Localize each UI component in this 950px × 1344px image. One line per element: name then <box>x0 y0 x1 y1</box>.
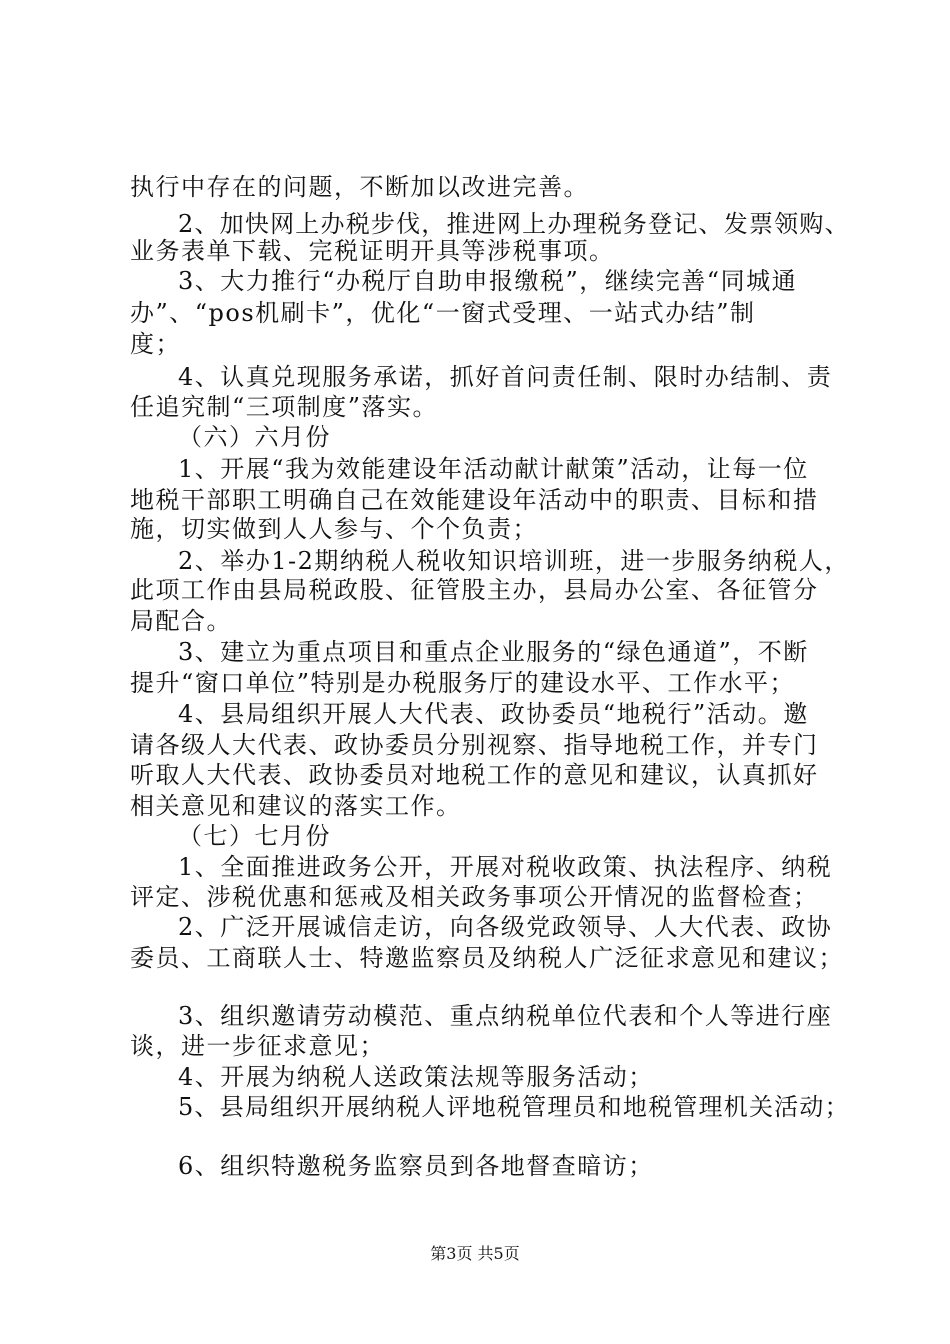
body-line: 施，切实做到人人参与、个个负责； <box>130 515 538 543</box>
body-line: 6、组织特邀税务监察员到各地督查暗访； <box>178 1152 654 1180</box>
body-line: 提升“窗口单位”特别是办税服务厅的建设水平、工作水平； <box>130 669 796 697</box>
body-line: 3、建立为重点项目和重点企业服务的“绿色通道”，不断 <box>178 638 809 666</box>
body-line: 1、开展“我为效能建设年活动献计献策”活动，让每一位 <box>178 455 809 483</box>
body-line: 听取人大代表、政协委员对地税工作的意见和建议，认真抓好 <box>130 761 819 789</box>
body-line: 局配合。 <box>130 607 232 635</box>
body-line: 请各级人大代表、政协委员分别视察、指导地税工作，并专门 <box>130 731 819 759</box>
body-line: 相关意见和建议的落实工作。 <box>130 792 462 820</box>
body-line: 4、认真兑现服务承诺，抓好首问责任制、限时办结制、责 <box>178 363 833 391</box>
body-line: 4、开展为纳税人送政策法规等服务活动； <box>178 1063 654 1091</box>
body-line: 3、大力推行“办税厅自助申报缴税”，继续完善“同城通 <box>178 267 798 295</box>
body-line: 地税干部职工明确自己在效能建设年活动中的职责、目标和措 <box>130 486 819 514</box>
body-line: 谈，进一步征求意见； <box>130 1032 385 1060</box>
body-line: 1、全面推进政务公开，开展对税收政策、执法程序、纳税 <box>178 853 833 881</box>
body-line: 任追究制“三项制度”落实。 <box>130 393 439 421</box>
body-line: 4、县局组织开展人大代表、政协委员“地税行”活动。邀 <box>178 700 809 728</box>
body-line: 2、加快网上办税步伐，推进网上办理税务登记、发票领购、 <box>178 210 850 238</box>
body-line: 度； <box>130 330 181 358</box>
body-line: 3、组织邀请劳动模范、重点纳税单位代表和个人等进行座 <box>178 1002 833 1030</box>
body-line: 评定、涉税优惠和惩戒及相关政务事项公开情况的监督检查； <box>130 883 819 911</box>
body-line: 此项工作由县局税政股、征管股主办，县局办公室、各征管分 <box>130 576 819 604</box>
body-line: 2、广泛开展诚信走访，向各级党政领导、人大代表、政协 <box>178 913 833 941</box>
page-footer: 第3页 共5页 <box>430 1244 520 1263</box>
body-line: 5、县局组织开展纳税人评地税管理员和地税管理机关活动； <box>178 1093 850 1121</box>
body-line: 办”、“pos机刷卡”，优化“一窗式受理、一站式办结”制 <box>130 299 756 327</box>
section-heading: （六）六月份 <box>178 423 331 451</box>
body-line: 委员、工商联人士、特邀监察员及纳税人广泛征求意见和建议； <box>130 944 844 972</box>
body-line: 2、举办1-2期纳税人税收知识培训班，进一步服务纳税人， <box>178 547 850 575</box>
body-line: 业务表单下载、完税证明开具等涉税事项。 <box>130 237 615 265</box>
section-heading: （七）七月份 <box>178 822 331 850</box>
body-line: 执行中存在的问题，不断加以改进完善。 <box>130 173 589 201</box>
